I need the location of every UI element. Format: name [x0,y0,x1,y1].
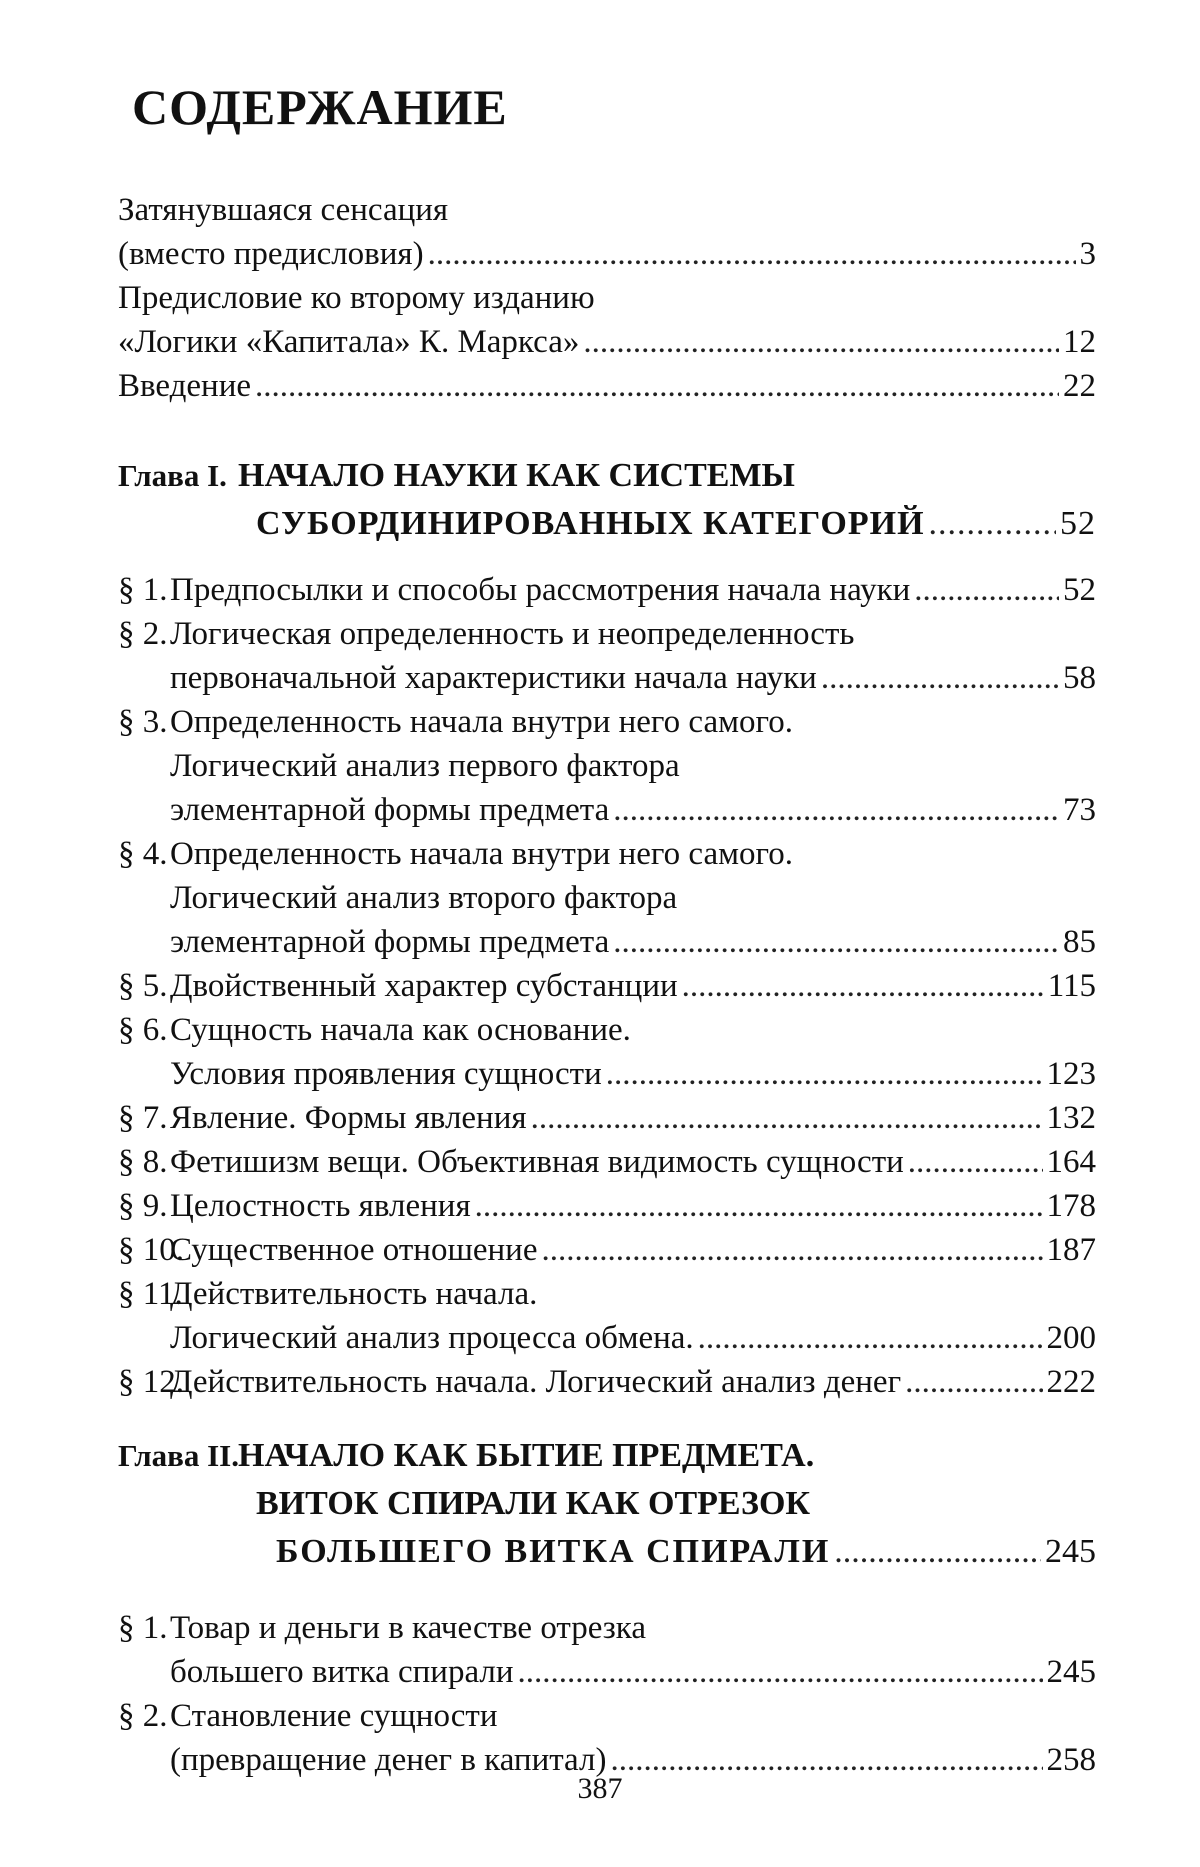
chapter-1-sections [118,568,1096,1404]
toc-section-entry[interactable] [118,1008,1096,1096]
section-number: § 8. [118,1144,168,1180]
chapter-2-sections [118,1606,1096,1782]
page-number: 52 [1063,572,1096,608]
page-number: 58 [1063,660,1096,696]
table-of-contents [118,188,1096,1782]
section-title-text: Определенность начала внутри него самого. [170,836,793,872]
page-number: 3 [1079,236,1096,272]
section-number: § 10. [118,1232,184,1268]
page-number: 132 [1046,1100,1096,1136]
section-title-text: Условия проявления сущности [170,1056,602,1092]
section-title-text: Логическая определенность и неопределенность [170,616,855,652]
leader-dots [541,1228,1042,1272]
toc-section-entry[interactable] [118,1694,1096,1782]
leader-dots [606,1052,1043,1096]
toc-section-entry[interactable] [118,1360,1096,1404]
section-title-text: первоначальной характеристики начала науки [170,660,817,696]
leader-dots [914,568,1059,612]
toc-section-entry[interactable] [118,1228,1096,1272]
chapter-title-line1: НАЧАЛО НАУКИ КАК СИСТЕМЫ [238,457,795,494]
leader-dots [428,232,1076,276]
toc-entry-front-1[interactable] [118,232,1096,276]
page-number: 164 [1046,1144,1096,1180]
leader-dots [518,1650,1043,1694]
page-number: 187 [1046,1232,1096,1268]
page-number: 12 [1063,324,1096,360]
leader-dots [929,500,1056,548]
section-title-text: Логический анализ первого фактора [170,748,680,784]
section-title-text: элементарной формы предмета [170,924,610,960]
toc-section-entry[interactable] [118,964,1096,1008]
section-number: § 2. [118,616,168,652]
section-title-text: элементарной формы предмета [170,792,610,828]
leader-dots [583,320,1059,364]
section-title-text: Фетишизм вещи. Объективная видимость сущности [170,1144,904,1180]
toc-entry-text: (вместо предисловия) [118,236,424,272]
section-number: § 3. [118,704,168,740]
leader-dots [834,1528,1041,1576]
toc-entry-text: Введение [118,368,252,404]
toc-section-entry[interactable] [118,1140,1096,1184]
page-number: 123 [1046,1056,1096,1092]
page-number: 258 [1046,1742,1096,1778]
leader-dots [531,1096,1043,1140]
page-number: 115 [1047,968,1096,1004]
toc-entry-front-1-line1: Затянувшаяся сенсация [118,192,449,228]
chapter-title-line3: БОЛЬШЕГО ВИТКА СПИРАЛИ [276,1533,831,1570]
section-title-text: большего витка спирали [170,1654,514,1690]
page-number: 52 [1060,505,1096,542]
toc-section-entry[interactable] [118,1606,1096,1694]
page-title: СОДЕРЖАНИЕ [132,79,508,135]
section-title-text: Явление. Формы явления [170,1100,527,1136]
section-number: § 1. [118,1610,168,1646]
section-title-text: Существенное отношение [170,1232,538,1268]
section-number: § 11. [118,1276,183,1312]
page-number: 85 [1063,924,1096,960]
section-number: § 2. [118,1698,168,1734]
section-number: § 6. [118,1012,168,1048]
section-title-text: Целостность явления [170,1188,471,1224]
section-title-text: Логический анализ процесса обмена. [170,1320,694,1356]
toc-section-entry[interactable] [118,568,1096,612]
toc-entry-front-2-line1: Предисловие ко второму изданию [118,280,595,316]
section-number: § 1. [118,572,168,608]
toc-section-entry[interactable] [118,832,1096,964]
section-title-text: Сущность начала как основание. [170,1012,631,1048]
chapter-2-heading[interactable] [118,1432,1096,1576]
leader-dots [682,964,1044,1008]
page-folio-number: 387 [577,1772,623,1805]
page-number: 200 [1046,1320,1096,1356]
leader-dots [613,920,1059,964]
toc-section-entry[interactable] [118,1272,1096,1360]
leader-dots [821,656,1059,700]
page-number: 178 [1046,1188,1096,1224]
toc-section-entry[interactable] [118,1096,1096,1140]
leader-dots [905,1360,1042,1404]
leader-dots [255,364,1059,408]
leader-dots [613,788,1059,832]
page-number: 222 [1046,1364,1096,1400]
section-title-text: Действительность начала. [170,1276,538,1312]
chapter-title-line2: СУБОРДИНИРОВАННЫХ КАТЕГОРИЙ [256,505,925,542]
toc-entry-front-2[interactable] [118,320,1096,364]
chapter-prefix: Глава II. [118,1438,239,1473]
toc-entry-front-3[interactable] [118,364,1096,408]
section-number: § 4. [118,836,168,872]
section-number: § 7. [118,1100,168,1136]
page-number: 245 [1045,1533,1096,1570]
chapter-prefix: Глава I. [118,458,227,493]
chapter-1-heading[interactable] [118,452,1096,548]
page-number: 245 [1046,1654,1096,1690]
section-number: § 9. [118,1188,168,1224]
section-title-text: Товар и деньги в качестве отрезка [170,1610,646,1646]
toc-section-entry[interactable] [118,700,1096,832]
leader-dots [698,1316,1043,1360]
toc-entry-text: «Логики «Капитала» К. Маркса» [118,324,580,360]
toc-section-entry[interactable] [118,612,1096,700]
page-number: 22 [1063,368,1096,404]
section-title-text: (превращение денег в капитал) [170,1742,607,1778]
section-title-text: Двойственный характер субстанции [170,968,678,1004]
section-title-text: Предпосылки и способы рассмотрения начала науки [170,572,911,608]
toc-section-entry[interactable] [118,1184,1096,1228]
section-title-text: Логический анализ второго фактора [170,880,678,916]
section-number: § 12. [118,1364,184,1400]
section-title-text: Действительность начала. Логический анализ денег [170,1364,902,1400]
page-number: 73 [1063,792,1096,828]
leader-dots [475,1184,1043,1228]
section-number: § 5. [118,968,168,1004]
section-title-text: Определенность начала внутри него самого. [170,704,793,740]
chapter-title-line1: НАЧАЛО КАК БЫТИЕ ПРЕДМЕТА. [238,1437,815,1474]
chapter-title-line2: ВИТОК СПИРАЛИ КАК ОТРЕЗОК [256,1485,811,1522]
section-title-text: Становление сущности [170,1698,498,1734]
leader-dots [908,1140,1043,1184]
